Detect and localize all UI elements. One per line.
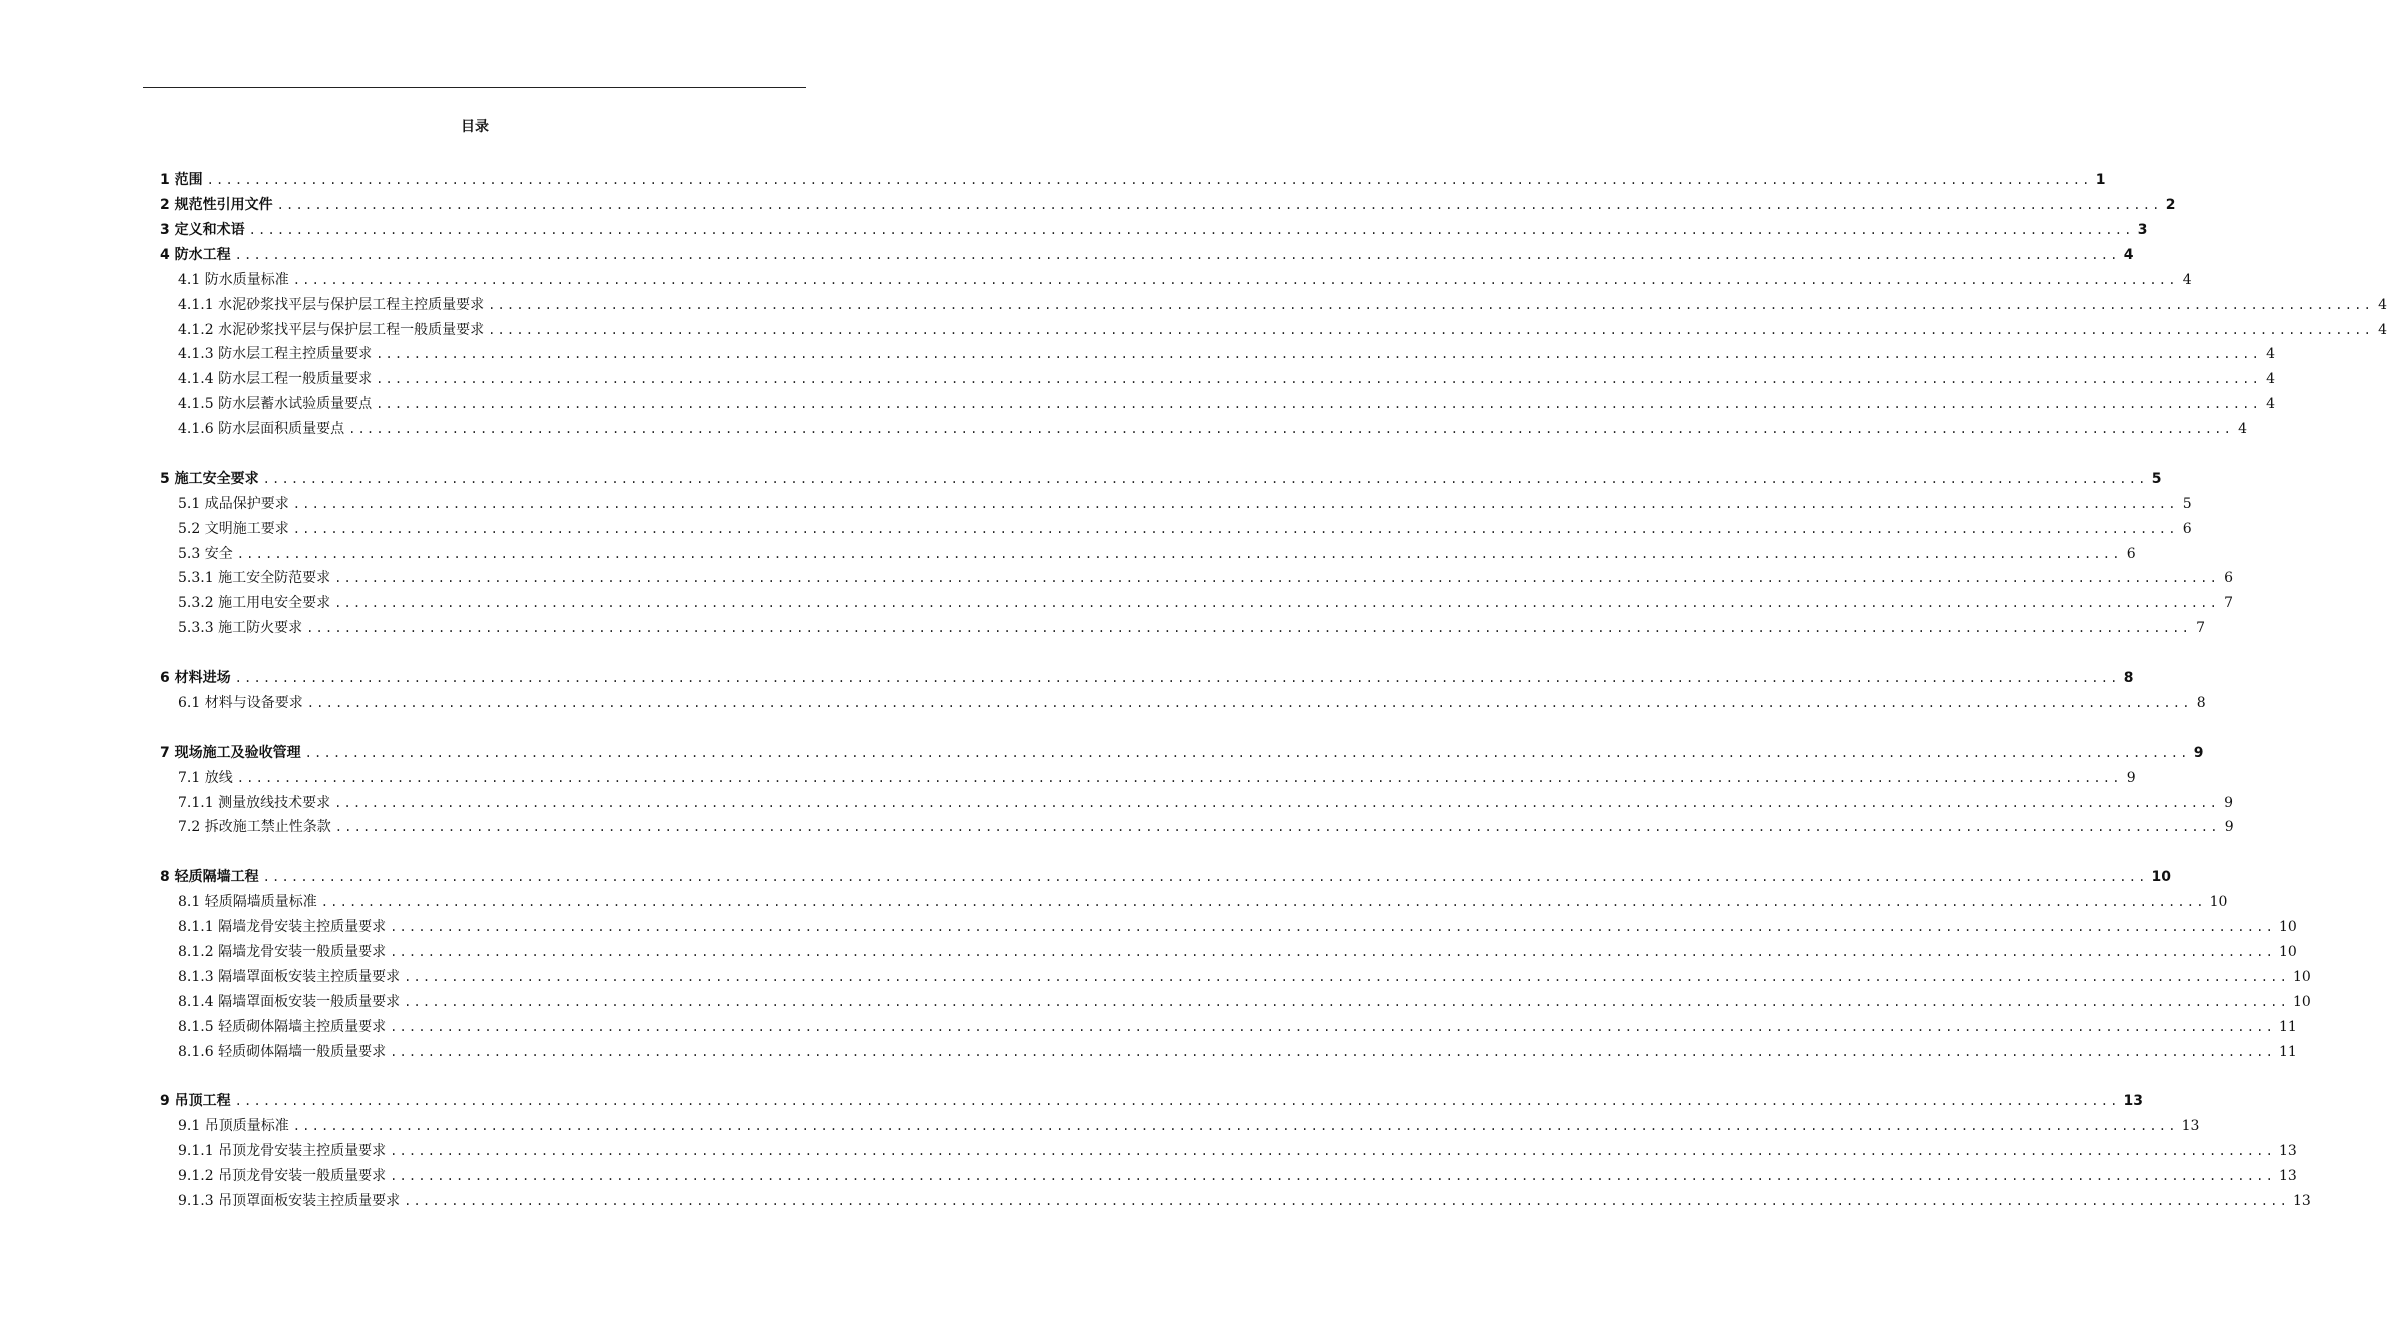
toc-entry-page: 13 [2123,1093,2144,1109]
toc-entry[interactable] [178,1014,2297,1036]
toc-leader-dots: ........................................................................................................................................................................................................ [488,323,2373,337]
toc-entry[interactable] [160,466,2162,488]
toc-leader-dots: ........................................................................................................................................................................................................ [376,347,2261,361]
toc-entry-page: 8 [2123,670,2134,686]
toc-entry[interactable] [178,1113,2200,1135]
toc-entry-page: 10 [2279,919,2297,935]
toc-entry-label: 8.1 轻质隔墙质量标准 [178,894,317,910]
toc-entry-page: 7 [2224,595,2233,611]
toc-leader-dots: ........................................................................................................................................................................................................ [206,173,2092,187]
toc-entry-page: 5 [2182,496,2192,512]
toc-entry-label: 4.1.1 水泥砂浆找平层与保护层工程主控质量要求 [178,297,485,313]
toc-entry-label: 8 轻质隔墙工程 [160,869,259,885]
toc-entry-label: 9.1.3 吊顶罩面板安装主控质量要求 [178,1193,401,1209]
toc-entry[interactable] [178,1163,2297,1185]
toc-entry-page: 13 [2279,1168,2297,1184]
toc-leader-dots: ........................................................................................................................................................................................................ [334,796,2219,810]
toc-leader-dots: ........................................................................................................................................................................................................ [488,298,2373,312]
toc-entry-page: 9 [2193,745,2204,761]
toc-leader-dots: ........................................................................................................................................................................................................ [292,497,2178,511]
toc-title: 目录 [461,119,489,135]
toc-entry[interactable] [178,1138,2297,1160]
toc-entry-page: 10 [2279,944,2297,960]
toc-entry[interactable] [178,790,2233,812]
toc-entry[interactable] [178,615,2205,637]
toc-entry-page: 6 [2126,546,2136,562]
toc-entry-label: 4.1.5 防水层蓄水试验质量要点 [178,396,373,412]
toc-entry-label: 8.1.4 隔墙罩面板安装一般质量要求 [178,994,401,1010]
toc-leader-dots: ........................................................................................................................................................................................................ [404,995,2289,1009]
toc-entry-page: 4 [2266,371,2275,387]
toc-entry[interactable] [178,391,2275,413]
toc-entry[interactable] [160,864,2172,886]
toc-leader-dots: ........................................................................................................................................................................................................ [248,223,2134,237]
toc-entry-page: 10 [2293,969,2311,985]
toc-entry[interactable] [178,690,2206,712]
toc-entry-label: 1 范围 [160,172,203,188]
toc-entry[interactable] [178,366,2275,388]
header-rule [143,87,806,88]
toc-entry-label: 8.1.2 隔墙龙骨安装一般质量要求 [178,944,387,960]
toc-entry[interactable] [178,341,2275,363]
toc-entry-page: 10 [2209,894,2228,910]
toc-entry-page: 4 [2378,322,2387,338]
toc-entry[interactable] [178,939,2297,961]
toc-leader-dots: ........................................................................................................................................................................................................ [276,198,2162,212]
toc-entry[interactable] [178,964,2311,986]
toc-entry-label: 6 材料进场 [160,670,231,686]
toc-leader-dots: ........................................................................................................................................................................................................ [306,621,2191,635]
toc-leader-dots: ........................................................................................................................................................................................................ [404,970,2289,984]
toc-entry-page: 2 [2165,197,2176,213]
toc-leader-dots: ........................................................................................................................................................................................................ [390,1020,2275,1034]
toc-entry[interactable] [178,565,2233,587]
toc-leader-dots: ........................................................................................................................................................................................................ [334,596,2219,610]
toc-entry-label: 5 施工安全要求 [160,471,259,487]
toc-leader-dots: ........................................................................................................................................................................................................ [334,571,2219,585]
toc-entry-page: 4 [2266,396,2275,412]
toc-entry[interactable] [160,665,2134,687]
toc-leader-dots: ........................................................................................................................................................................................................ [334,820,2220,834]
toc-leader-dots: ........................................................................................................................................................................................................ [236,771,2122,785]
toc-leader-dots: ........................................................................................................................................................................................................ [390,945,2275,959]
toc-entry-label: 4 防水工程 [160,247,231,263]
toc-entry-page: 4 [2266,346,2275,362]
toc-entry[interactable] [178,292,2387,314]
toc-leader-dots: ........................................................................................................................................................................................................ [236,547,2122,561]
toc-entry-label: 8.1.5 轻质砌体隔墙主控质量要求 [178,1019,387,1035]
toc-entry[interactable] [178,765,2136,787]
toc-entry-label: 5.1 成品保护要求 [178,496,289,512]
toc-leader-dots: ........................................................................................................................................................................................................ [234,671,2120,685]
toc-entry-label: 8.1.6 轻质砌体隔墙一般质量要求 [178,1044,387,1060]
toc-entry-label: 5.3.2 施工用电安全要求 [178,595,331,611]
toc-entry-page: 7 [2196,620,2205,636]
toc-entry-page: 9 [2126,770,2136,786]
toc-entry-label: 5.3.1 施工安全防范要求 [178,570,331,586]
toc-entry-label: 7.1.1 测量放线技术要求 [178,795,331,811]
toc-entry[interactable] [160,192,2176,214]
toc-entry-page: 4 [2238,421,2247,437]
toc-entry-label: 3 定义和术语 [160,222,245,238]
toc-entry[interactable] [160,167,2106,189]
toc-entry-page: 4 [2123,247,2134,263]
toc-leader-dots: ........................................................................................................................................................................................................ [390,1045,2275,1059]
toc-entry-page: 4 [2378,297,2387,313]
toc-leader-dots: ........................................................................................................................................................................................................ [304,746,2190,760]
toc-entry-page: 6 [2182,521,2192,537]
toc-entry-page: 13 [2293,1193,2311,1209]
toc-entry-label: 9 吊顶工程 [160,1093,231,1109]
toc-entry-label: 5.2 文明施工要求 [178,521,289,537]
toc-entry-page: 4 [2182,272,2192,288]
toc-entry-label: 4.1.6 防水层面积质量要点 [178,421,345,437]
toc-entry-label: 7.2 拆改施工禁止性条款 [178,819,331,835]
toc-leader-dots: ........................................................................................................................................................................................................ [262,472,2148,486]
toc-leader-dots: ........................................................................................................................................................................................................ [390,920,2275,934]
toc-entry-page: 6 [2224,570,2233,586]
toc-entry-page: 10 [2151,869,2172,885]
toc-entry-page: 11 [2279,1019,2297,1035]
toc-entry-label: 4.1.2 水泥砂浆找平层与保护层工程一般质量要求 [178,322,485,338]
toc-entry-label: 7.1 放线 [178,770,233,786]
toc-entry[interactable] [178,590,2233,612]
toc-leader-dots: ........................................................................................................................................................................................................ [292,522,2178,536]
toc-entry[interactable] [178,491,2192,513]
toc-leader-dots: ........................................................................................................................................................................................................ [376,397,2261,411]
toc-entry[interactable] [178,889,2228,911]
toc-entry-label: 9.1 吊顶质量标准 [178,1118,289,1134]
toc-entry-label: 2 规范性引用文件 [160,197,273,213]
toc-leader-dots: ........................................................................................................................................................................................................ [234,1094,2120,1108]
toc-entry[interactable] [178,914,2297,936]
toc-entry-page: 11 [2279,1044,2297,1060]
toc-entry[interactable] [160,242,2134,264]
toc-entry-label: 4.1 防水质量标准 [178,272,289,288]
toc-entry-page: 8 [2196,695,2206,711]
toc-entry[interactable] [178,814,2234,836]
toc-entry-page: 3 [2137,222,2148,238]
toc-entry[interactable] [160,740,2204,762]
toc-entry-label: 6.1 材料与设备要求 [178,695,303,711]
toc-leader-dots: ........................................................................................................................................................................................................ [348,422,2233,436]
toc-leader-dots: ........................................................................................................................................................................................................ [376,372,2261,386]
toc-entry-label: 9.1.2 吊顶龙骨安装一般质量要求 [178,1168,387,1184]
toc-leader-dots: ........................................................................................................................................................................................................ [262,870,2148,884]
toc-entry[interactable] [160,217,2148,239]
toc-entry-page: 10 [2293,994,2311,1010]
toc-entry[interactable] [178,989,2311,1011]
toc-leader-dots: ........................................................................................................................................................................................................ [320,895,2206,909]
toc-entry-label: 5.3 安全 [178,546,233,562]
toc-entry-label: 8.1.3 隔墙罩面板安装主控质量要求 [178,969,401,985]
toc-entry-page: 13 [2279,1143,2297,1159]
toc-leader-dots: ........................................................................................................................................................................................................ [390,1169,2275,1183]
toc-entry-label: 4.1.4 防水层工程一般质量要求 [178,371,373,387]
toc-leader-dots: ........................................................................................................................................................................................................ [292,1119,2178,1133]
toc-entry[interactable] [178,1188,2311,1210]
toc-entry-label: 5.3.3 施工防火要求 [178,620,303,636]
toc-entry-label: 4.1.3 防水层工程主控质量要求 [178,346,373,362]
toc-leader-dots: ........................................................................................................................................................................................................ [390,1144,2275,1158]
toc-entry-page: 9 [2224,795,2233,811]
toc-entry[interactable] [178,416,2247,438]
toc-entry-label: 9.1.1 吊顶龙骨安装主控质量要求 [178,1143,387,1159]
toc-entry-label: 7 现场施工及验收管理 [160,745,301,761]
toc-entry-page: 1 [2095,172,2106,188]
toc-leader-dots: ........................................................................................................................................................................................................ [292,273,2178,287]
toc-entry-page: 13 [2181,1118,2200,1134]
toc-leader-dots: ........................................................................................................................................................................................................ [404,1194,2289,1208]
toc-entry[interactable] [160,1088,2144,1110]
toc-leader-dots: ........................................................................................................................................................................................................ [306,696,2192,710]
toc-entry[interactable] [178,267,2192,289]
toc-entry[interactable] [178,516,2192,538]
toc-entry-page: 5 [2151,471,2162,487]
toc-entry[interactable] [178,1039,2297,1061]
toc-entry-label: 8.1.1 隔墙龙骨安装主控质量要求 [178,919,387,935]
toc-entry-page: 9 [2224,819,2234,835]
toc-entry[interactable] [178,541,2136,563]
toc-entry[interactable] [178,317,2387,339]
toc-leader-dots: ........................................................................................................................................................................................................ [234,248,2120,262]
